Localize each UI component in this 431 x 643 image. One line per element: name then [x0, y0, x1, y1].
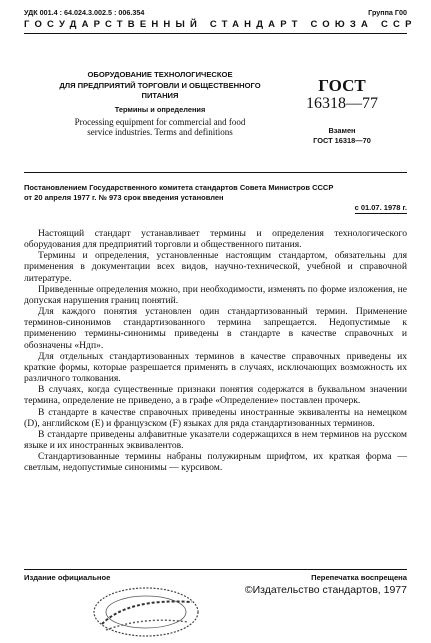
title-en-line2: service industries. Terms and definitions	[87, 127, 233, 137]
paragraph: В стандарте в качестве справочных приведены иностранные эквиваленты на немецком (D), английском (E) и французском (F) языках для ряда стандартизованных терминов.	[24, 406, 407, 429]
paragraph: Для отдельных стандартизованных терминов в качестве справочных приведены их краткие формы, которые разрешается применять в случаях, исключающих возможность их различного толкования.	[24, 350, 407, 385]
replaces-label: Взамен	[328, 126, 356, 135]
footer-divider	[24, 569, 407, 570]
header-divider	[24, 33, 407, 34]
paragraph: Термины и определения, установленные настоящим стандартом, обязательны для применения в документации всех видов, научно-технической, учебной и справочной литературе.	[24, 250, 407, 284]
decree-text	[24, 183, 407, 203]
paragraph: В стандарте приведены алфавитные указатели содержащихся в нем терминов на русском языке и их иностранных эквивалентов.	[24, 428, 407, 451]
title-en-line1: Processing equipment for commercial and food	[74, 116, 246, 127]
copyright-notice: ©Издательство стандартов, 1977	[244, 584, 407, 596]
paragraph: Стандартизованные термины набраны полужирным шрифтом, их краткая форма — светлым, недопустимые синонимы — курсивом.	[24, 451, 407, 474]
title-en	[50, 117, 270, 138]
paragraph: Для каждого понятия установлен один стандартизованный термин. Применение терминов-синонимов стандартизованного термина запрещается. Недопустимые к применению термины-синонимы приведены в стандарте в качестве справочных и обозначены «Ндп».	[24, 306, 407, 351]
decree-line2: от 20 апреля 1977 г. № 973 срок введения установлен	[24, 192, 224, 202]
title-ru-line1: ОБОРУДОВАНИЕ ТЕХНОЛОГИЧЕСКОЕ	[87, 70, 233, 79]
paragraph: Приведенные определения можно, при необходимости, изменять по форме изложения, не допуская нарушения границ понятий.	[24, 283, 407, 306]
paragraph: В случаях, когда существенные признаки понятия содержатся в буквальном значении термина, определение не приведено, а в графе «Определение» поставлен прочерк.	[24, 384, 407, 407]
gost-label: ГОСТ	[318, 76, 366, 95]
reprint-prohibited-label: Перепечатка воспрещена	[311, 573, 407, 582]
document-title-block	[50, 70, 270, 138]
group-code: Группа Г00	[368, 8, 407, 17]
title-ru-line2: ДЛЯ ПРЕДПРИЯТИЙ ТОРГОВЛИ И ОБЩЕСТВЕННОГО	[59, 80, 261, 90]
gost-designation	[292, 76, 392, 113]
udk-code: УДК 001.4 : 64.024.3.002.5 : 006.354	[24, 8, 145, 17]
title-divider	[24, 172, 407, 173]
standard-banner: ГОСУДАРСТВЕННЫЙ СТАНДАРТ СОЮЗА ССР	[24, 19, 417, 30]
library-stamp-icon	[88, 578, 208, 640]
gost-number: 16318—77	[306, 95, 378, 112]
document-header	[24, 8, 407, 17]
title-ru-line3: ПИТАНИЯ	[141, 91, 179, 100]
replaces-block	[292, 126, 392, 146]
paragraph: Настоящий стандарт устанавливает термины и определения технологического оборудования для предприятий торговли и общественного питания.	[24, 228, 407, 251]
replaces-value: ГОСТ 16318—70	[313, 136, 371, 145]
title-ru-subtitle: Термины и определения	[114, 104, 206, 114]
introduction-date: с 01.07. 1978 г.	[354, 203, 407, 212]
official-edition-label: Издание официальное	[24, 573, 111, 582]
decree-line1: Постановлением Государственного комитета стандартов Совета Министров СССР	[24, 183, 334, 192]
body-text	[24, 228, 407, 473]
